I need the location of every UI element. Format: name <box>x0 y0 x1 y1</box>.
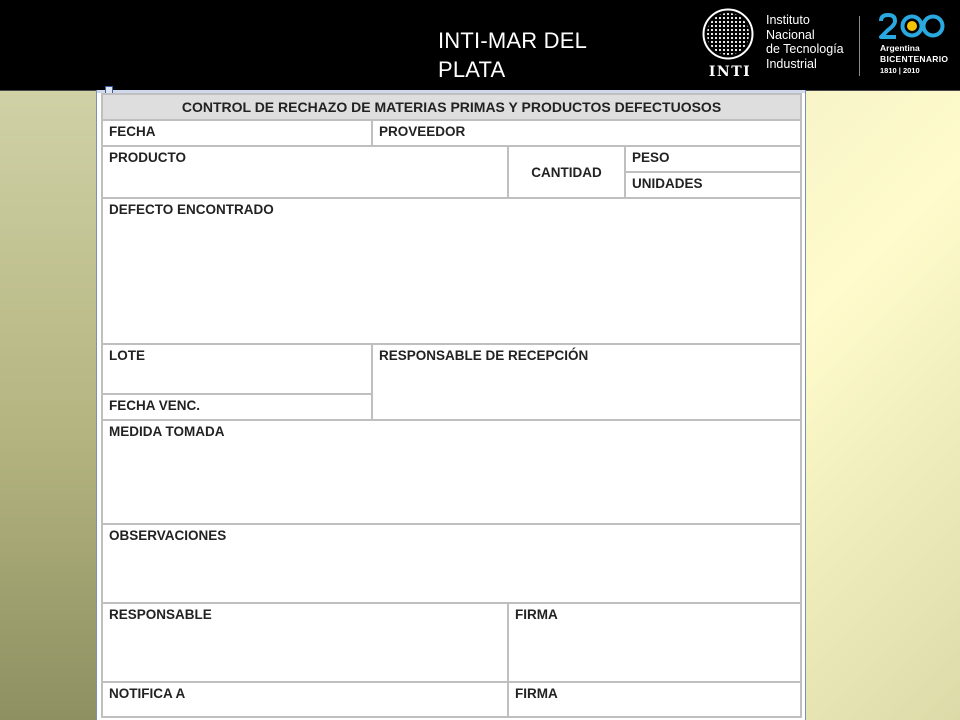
inti-logo <box>700 8 756 80</box>
form-table <box>101 93 802 718</box>
field-responsable-recepcion[interactable]: RESPONSABLE DE RECEPCIÓN <box>372 344 801 420</box>
bicentenario-country: Argentina <box>880 43 920 53</box>
field-proveedor[interactable]: PROVEEDOR <box>372 120 801 146</box>
bicentenario-200-logo <box>878 13 946 41</box>
form-title: CONTROL DE RECHAZO DE MATERIAS PRIMAS Y PRODUCTOS DEFECTUOSOS <box>102 94 801 120</box>
bicentenario-name: BICENTENARIO <box>880 54 949 64</box>
background-left-panel <box>0 90 96 720</box>
field-responsable[interactable]: RESPONSABLE <box>102 603 508 682</box>
bicentenario-logo <box>872 13 952 83</box>
field-producto[interactable]: PRODUCTO <box>102 146 508 198</box>
field-notifica-a[interactable]: NOTIFICA A <box>102 682 508 717</box>
field-firma-responsable[interactable]: FIRMA <box>508 603 801 682</box>
institute-name-line: de Tecnología <box>766 42 844 56</box>
inti-wordmark: INTI <box>708 64 752 80</box>
field-peso[interactable]: PESO <box>625 146 801 172</box>
field-firma-notifica[interactable]: FIRMA <box>508 682 801 717</box>
institute-name-line: Nacional <box>766 27 815 42</box>
header-divider <box>859 16 860 76</box>
header-bar <box>0 0 960 91</box>
field-cantidad: CANTIDAD <box>508 146 625 198</box>
field-observaciones[interactable]: OBSERVACIONES <box>102 524 801 603</box>
field-defecto-encontrado[interactable]: DEFECTO ENCONTRADO <box>102 198 801 344</box>
bicentenario-years: 1810 | 2010 <box>880 66 920 75</box>
institute-name-line: Instituto <box>766 13 810 27</box>
institute-name-line: Industrial <box>766 56 817 71</box>
field-medida-tomada[interactable]: MEDIDA TOMADA <box>102 420 801 524</box>
background-right-panel <box>804 90 960 720</box>
page-title: INTI-MAR DEL PLATA <box>438 28 587 82</box>
inti-grid-icon <box>702 8 754 60</box>
institute-name <box>766 13 844 71</box>
field-fecha-venc[interactable]: FECHA VENC. <box>102 394 372 420</box>
field-unidades[interactable]: UNIDADES <box>625 172 801 198</box>
rejection-control-form <box>96 90 806 720</box>
field-fecha[interactable]: FECHA <box>102 120 372 146</box>
field-lote[interactable]: LOTE <box>102 344 372 394</box>
